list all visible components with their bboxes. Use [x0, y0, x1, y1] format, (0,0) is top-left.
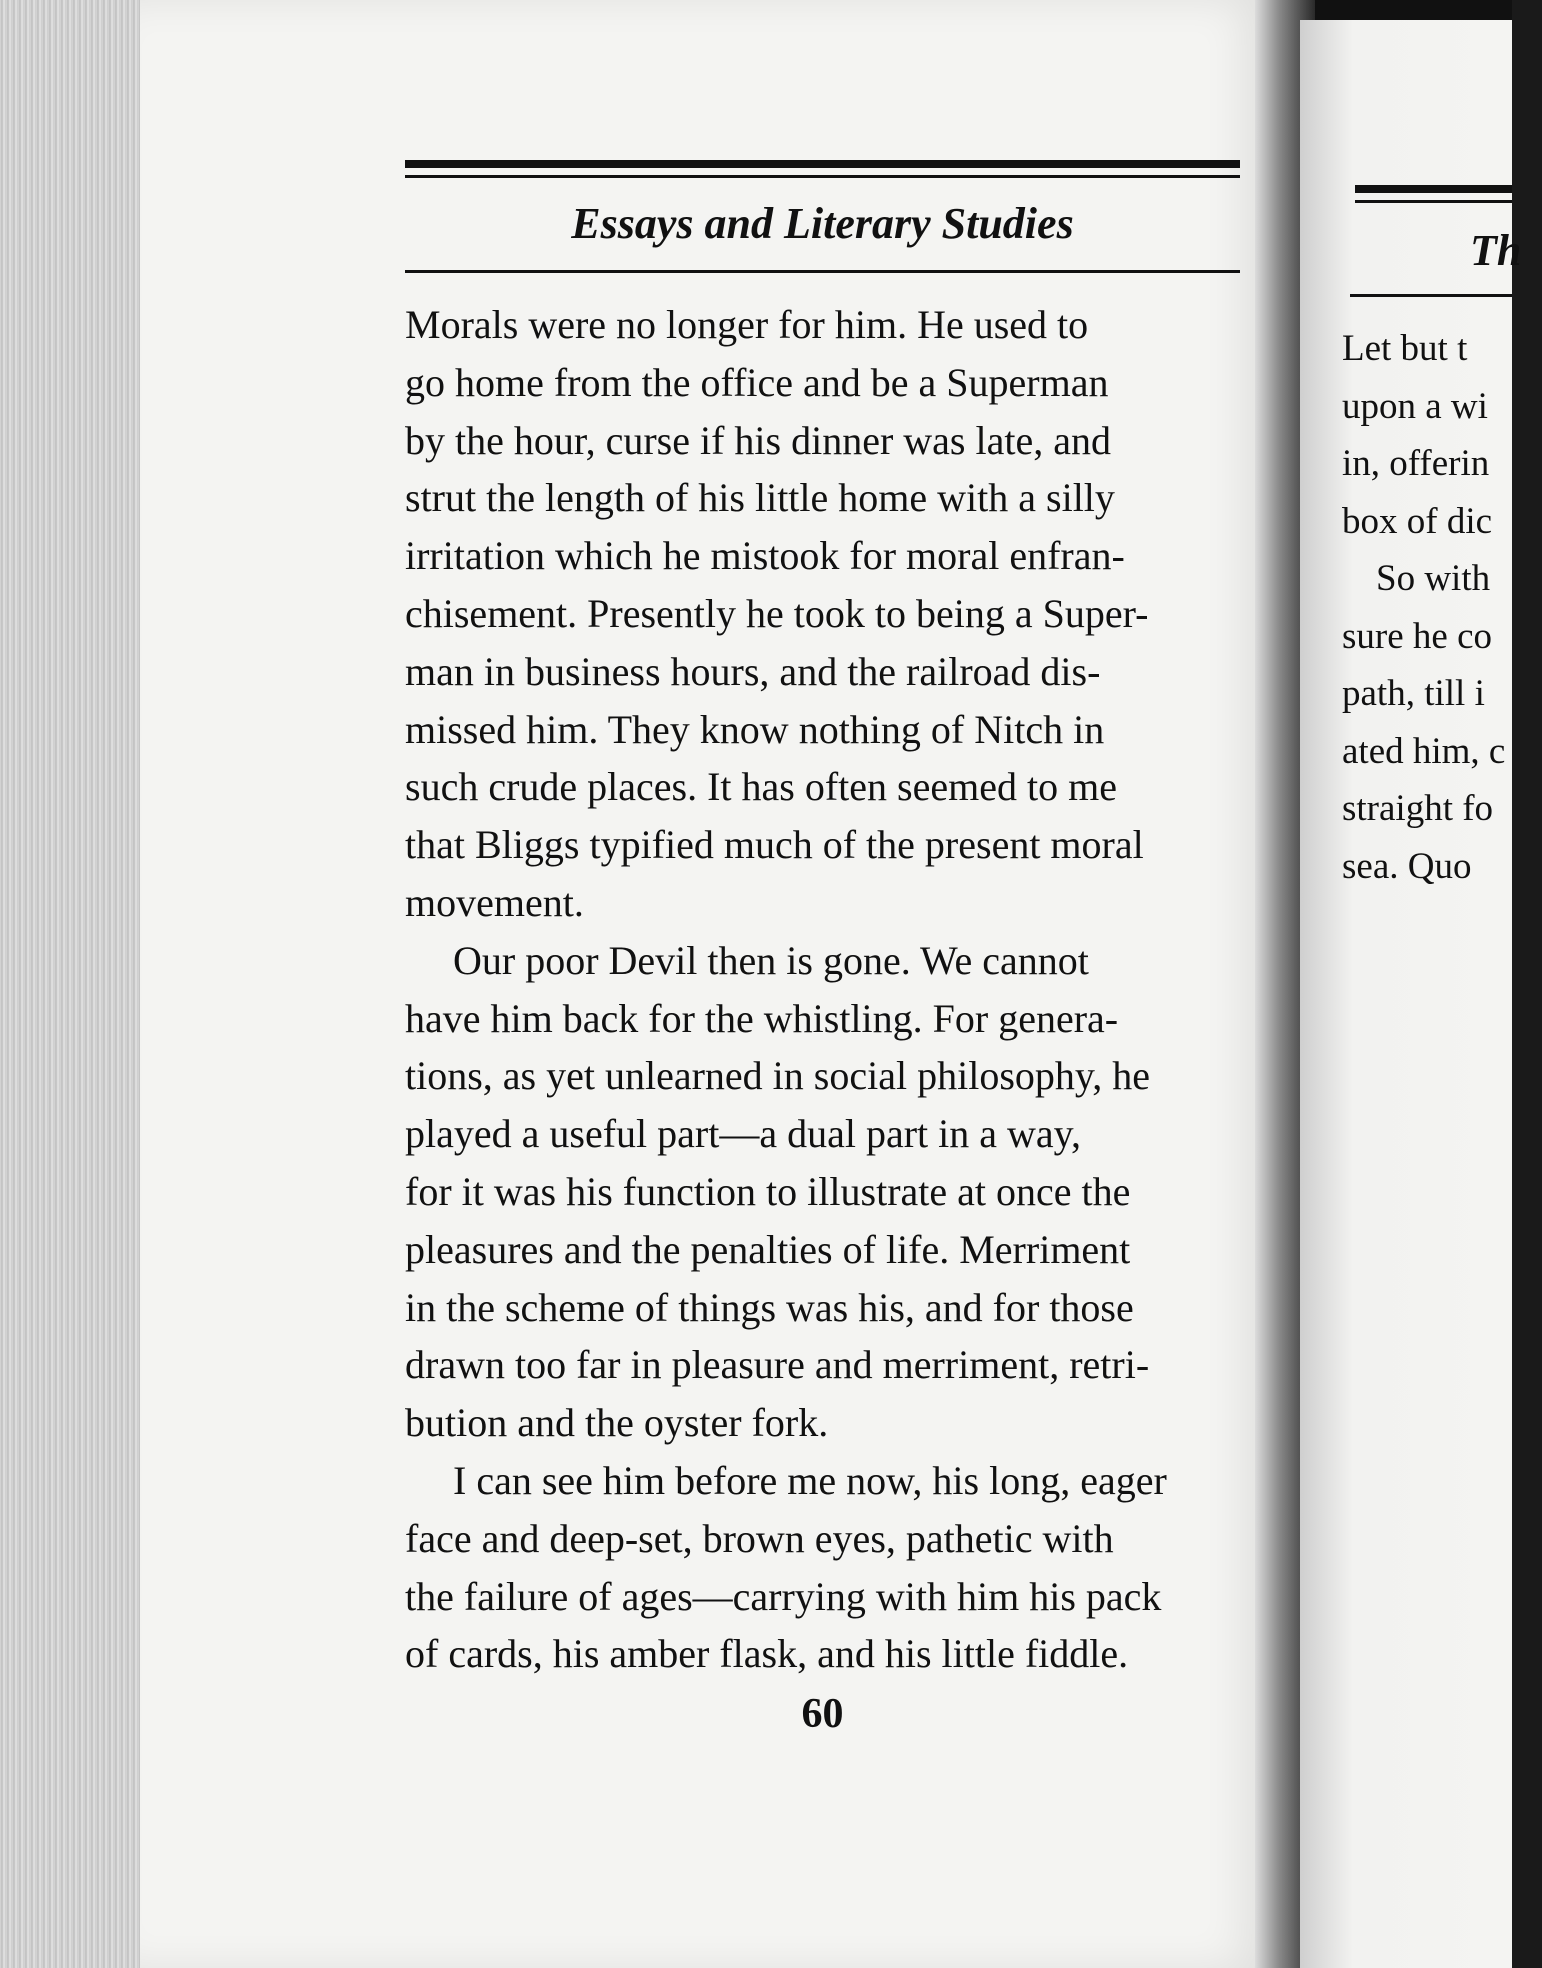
text-line: face and deep-set, brown eyes, pathetic with — [405, 1515, 1114, 1561]
text-line: missed him. They know nothing of Nitch in — [405, 706, 1105, 752]
text-line: pleasures and the penalties of life. Merriment — [405, 1226, 1131, 1272]
text-line: in the scheme of things was his, and for those — [405, 1284, 1134, 1330]
text-line: have him back for the whistling. For genera- — [405, 995, 1119, 1041]
text-line: ated him, c — [1342, 730, 1506, 772]
paragraph-2 — [405, 932, 1240, 1452]
text-line: the failure of ages—carrying with him his pack — [405, 1573, 1162, 1619]
text-line: upon a wi — [1342, 385, 1488, 427]
text-line: man in business hours, and the railroad dis- — [405, 648, 1101, 694]
text-line: drawn too far in pleasure and merriment, retri- — [405, 1342, 1150, 1388]
text-line: Our poor Devil then is gone. We cannot — [453, 937, 1089, 983]
right-header-underline — [1350, 294, 1512, 297]
running-head: Essays and Literary Studies — [571, 199, 1074, 248]
text-line: in, offerin — [1342, 443, 1490, 484]
text-line: tions, as yet unlearned in social philosophy, he — [405, 1053, 1151, 1099]
text-line: by the hour, curse if his dinner was late, and — [405, 417, 1111, 463]
text-line: sea. Quo — [1342, 845, 1472, 887]
header-rule-thin — [405, 175, 1240, 178]
right-page-body — [1342, 320, 1542, 895]
text-line: Let but t — [1342, 328, 1468, 369]
text-line: sure he co — [1342, 615, 1492, 657]
page-number: 60 — [801, 1691, 844, 1737]
header-underline — [405, 270, 1240, 273]
header-rule-thick — [405, 160, 1240, 168]
text-line: box of dic — [1342, 500, 1493, 542]
text-line: that Bliggs typified much of the present moral — [405, 822, 1144, 868]
text-line: of cards, his amber flask, and his little fiddle. — [405, 1631, 1129, 1677]
paragraph-3 — [405, 1452, 1240, 1683]
paragraph-1 — [405, 296, 1240, 932]
text-line: strut the length of his little home with a silly — [405, 475, 1115, 521]
left-page-body — [405, 296, 1240, 1683]
right-header-rule-thin — [1355, 200, 1512, 203]
text-line: chisement. Presently he took to being a Super- — [405, 590, 1149, 636]
text-line: path, till i — [1342, 673, 1485, 714]
text-line: So with — [1376, 558, 1491, 599]
text-line: for it was his function to illustrate at once the — [405, 1168, 1131, 1214]
text-line: straight fo — [1342, 788, 1494, 829]
text-line: movement. — [405, 879, 584, 925]
text-line: Morals were no longer for him. He used to — [405, 302, 1089, 347]
text-line: irritation which he mistook for moral enfran- — [405, 533, 1125, 579]
text-line: such crude places. It has often seemed to me — [405, 764, 1117, 810]
right-header-rule-thick — [1355, 185, 1512, 193]
text-line: bution and the oyster fork. — [405, 1400, 829, 1446]
text-line: go home from the office and be a Superman — [405, 359, 1109, 405]
text-line: played a useful part—a dual part in a way, — [405, 1111, 1082, 1157]
right-running-head: Th — [1470, 226, 1522, 275]
text-line: I can see him before me now, his long, eager — [453, 1457, 1167, 1503]
right-page — [1300, 20, 1512, 1968]
